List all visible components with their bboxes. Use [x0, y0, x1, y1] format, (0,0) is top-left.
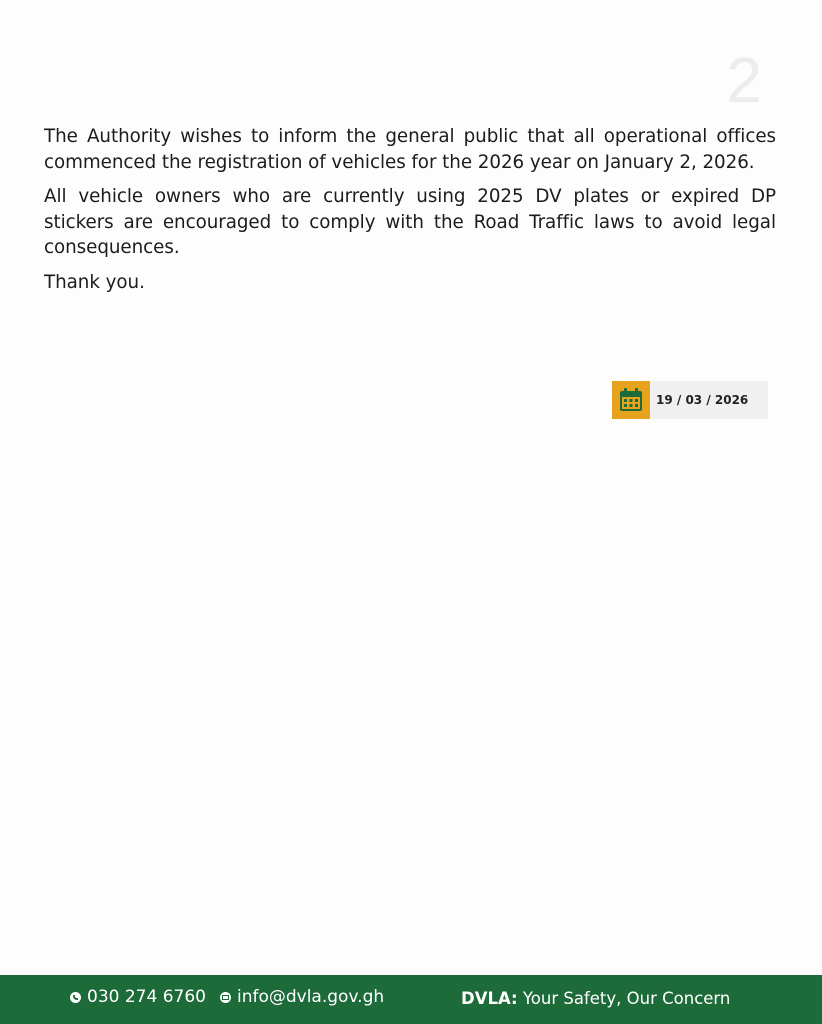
notice-body: [44, 124, 776, 304]
email-item: [220, 987, 384, 1007]
page-number: 2: [726, 44, 762, 116]
contact-info: [70, 987, 384, 1007]
slogan-label: DVLA:: [461, 989, 518, 1008]
slogan-text: Your Safety, Our Concern: [522, 989, 731, 1008]
slogan: [461, 989, 730, 1008]
closing-text: Thank you.: [44, 271, 145, 293]
notice-paragraph: The Authority wishes to inform the general public that all operational offices commenced the registration of vehicles for the 2026 year on January 2, 2026.: [44, 126, 776, 173]
phone-number[interactable]: 030 274 6760: [87, 987, 206, 1007]
date-badge: [612, 381, 768, 419]
calendar-icon: [612, 381, 650, 419]
phone-icon: [70, 992, 81, 1003]
footer-bar: [0, 975, 822, 1024]
email-icon: [220, 992, 231, 1003]
email-address[interactable]: info@dvla.gov.gh: [236, 987, 385, 1007]
notice-paragraph: All vehicle owners who are currently using 2025 DV plates or expired DP stickers are encouraged to comply with the Road Traffic laws to avoid legal consequences.: [44, 186, 776, 258]
date-text: 19 / 03 / 2026: [656, 393, 749, 407]
